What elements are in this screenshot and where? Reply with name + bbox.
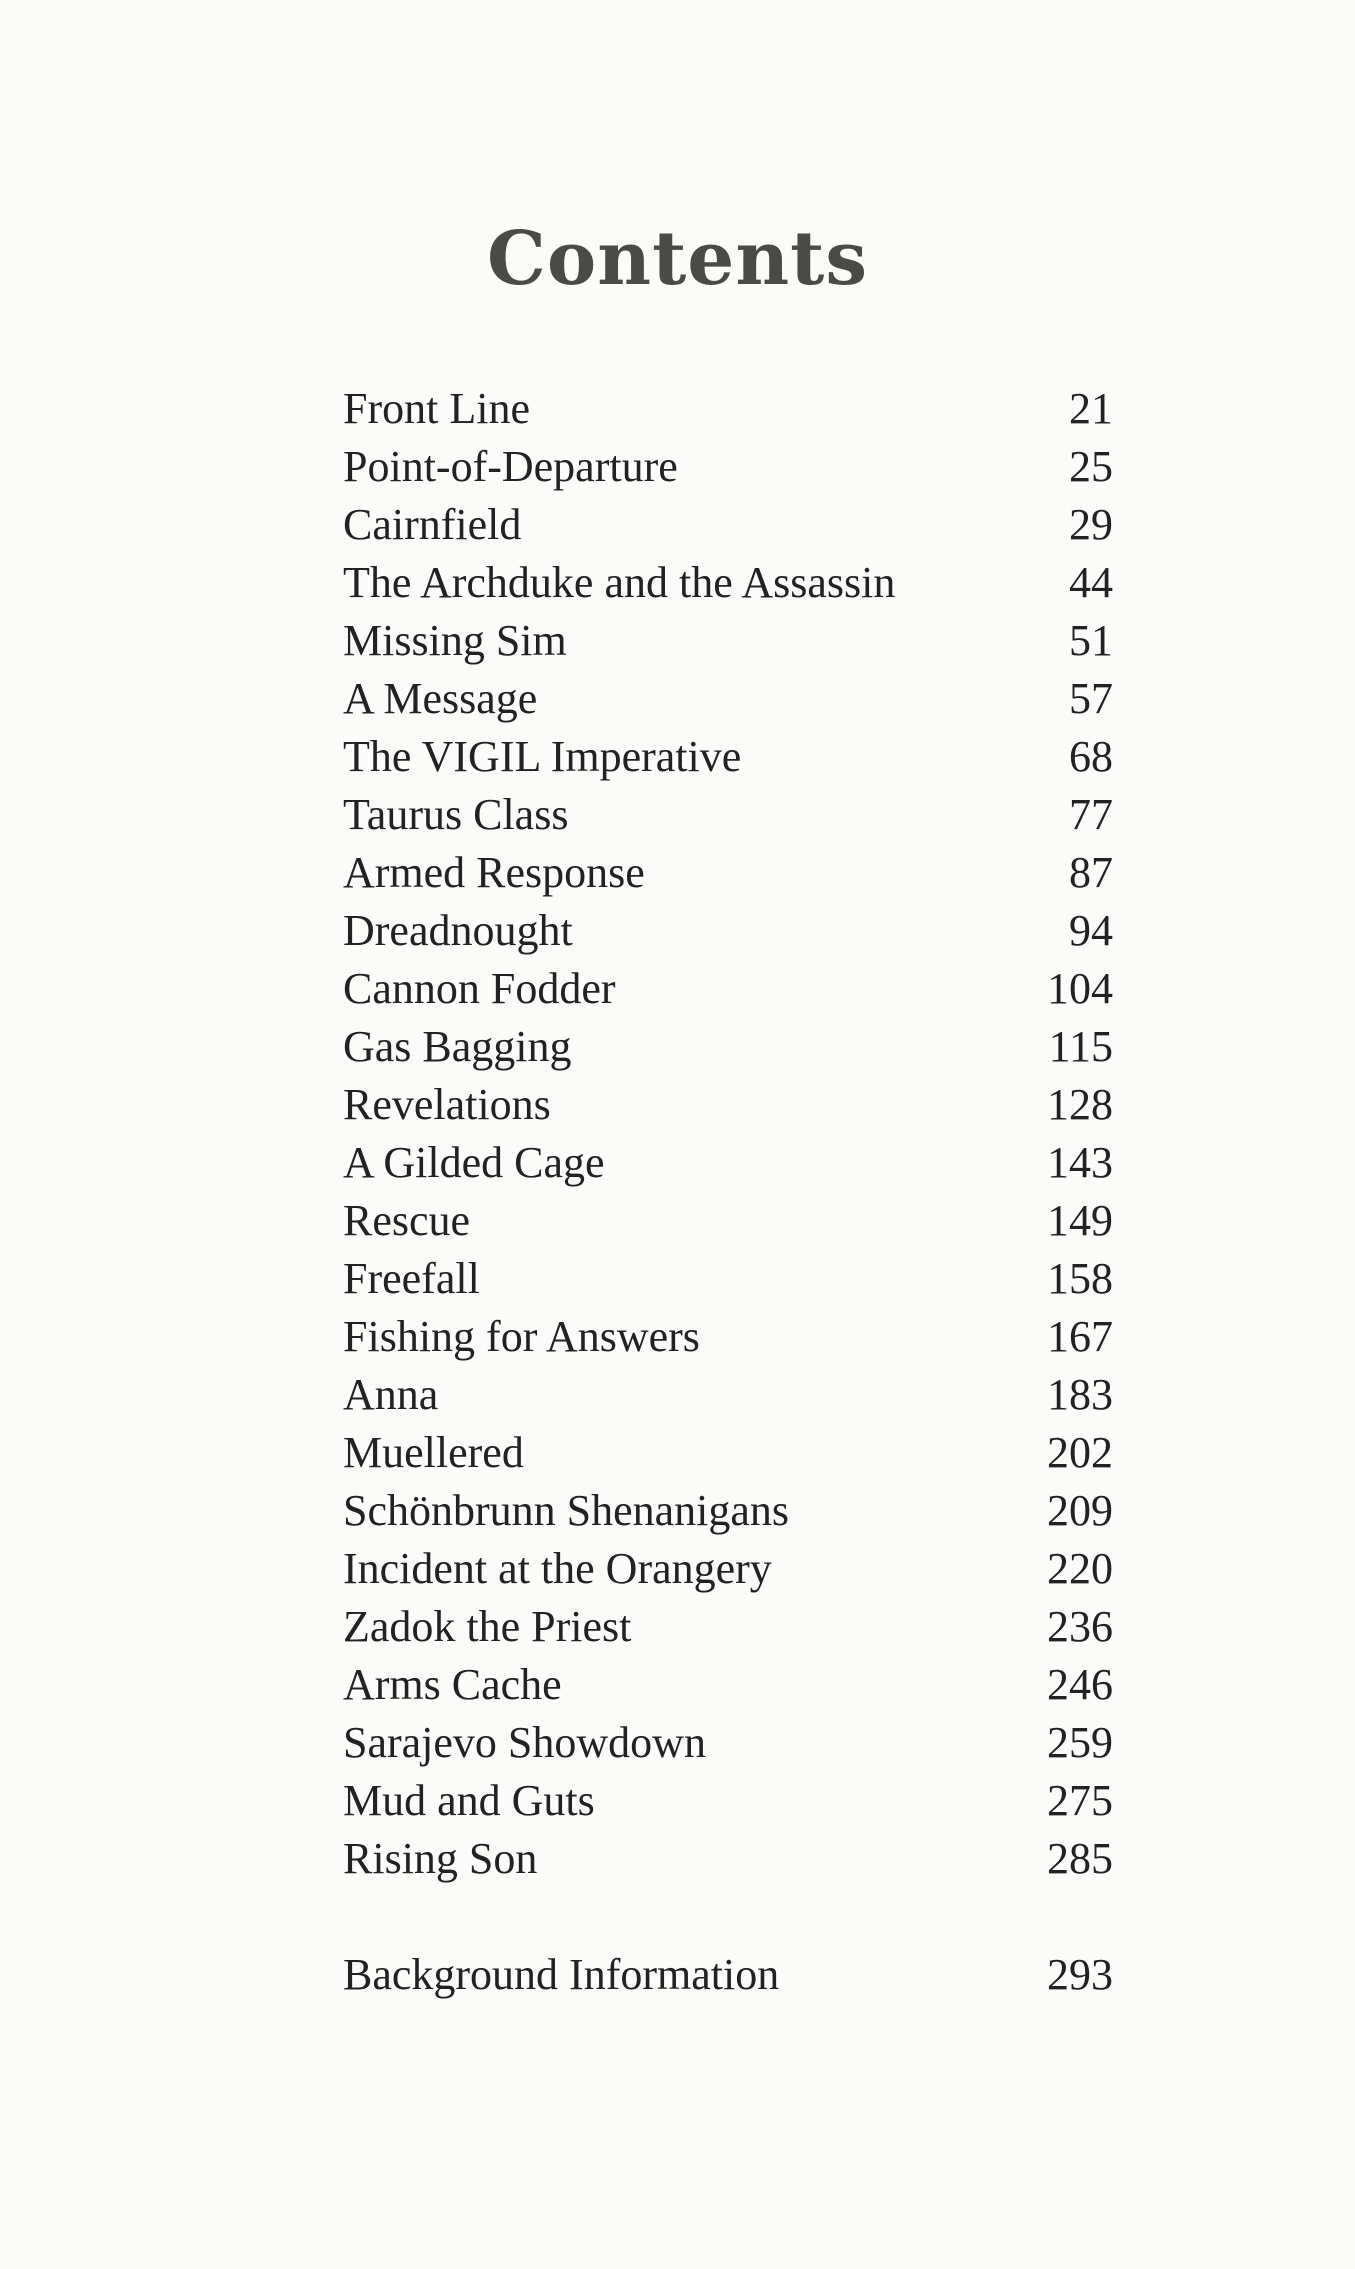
chapter-title: Cairnfield <box>343 500 522 549</box>
toc-entry <box>343 1830 1113 1888</box>
page-number: 246 <box>1047 1660 1113 1709</box>
toc-entry <box>343 438 1113 496</box>
toc-entry <box>343 960 1113 1018</box>
chapter-title: Armed Response <box>343 848 645 897</box>
chapter-title: Gas Bagging <box>343 1022 572 1071</box>
chapter-title: The VIGIL Imperative <box>343 732 742 781</box>
appendix-title: Background Information <box>343 1950 780 1999</box>
chapter-title: Mud and Guts <box>343 1776 595 1825</box>
page-number: 128 <box>1047 1080 1113 1129</box>
page-number: 44 <box>1069 558 1113 607</box>
toc-entry <box>343 380 1113 438</box>
page-number: 25 <box>1069 442 1113 491</box>
toc-entry <box>343 496 1113 554</box>
toc-entry <box>343 1772 1113 1830</box>
page-number: 275 <box>1047 1776 1113 1825</box>
chapter-title: Sarajevo Showdown <box>343 1718 706 1767</box>
page-number: 143 <box>1047 1138 1113 1187</box>
page-number: 94 <box>1069 906 1113 955</box>
chapter-title: Dreadnought <box>343 906 573 955</box>
page-title: Contents <box>487 216 868 302</box>
chapter-title: A Message <box>343 674 538 723</box>
chapter-title: Revelations <box>343 1080 551 1129</box>
toc-entry <box>343 1482 1113 1540</box>
page-number: 293 <box>1047 1950 1113 1999</box>
page-number: 51 <box>1069 616 1113 665</box>
page-number: 202 <box>1047 1428 1113 1477</box>
chapter-title: Muellered <box>343 1428 524 1477</box>
toc-entry <box>343 1366 1113 1424</box>
toc-entry <box>343 1018 1113 1076</box>
toc-entry <box>343 1134 1113 1192</box>
chapter-title: Schönbrunn Shenanigans <box>343 1486 790 1535</box>
chapter-title: Zadok the Priest <box>343 1602 632 1651</box>
chapter-title: Front Line <box>343 384 530 433</box>
chapter-title: Missing Sim <box>343 616 567 665</box>
chapter-title: A Gilded Cage <box>343 1138 605 1187</box>
page-number: 104 <box>1047 964 1113 1013</box>
page-number: 149 <box>1047 1196 1113 1245</box>
page-number: 220 <box>1047 1544 1113 1593</box>
toc-entry <box>343 670 1113 728</box>
toc-entry-appendix <box>343 1946 1113 2004</box>
toc-entry <box>343 844 1113 902</box>
chapter-title: Cannon Fodder <box>343 964 616 1013</box>
page-number: 167 <box>1047 1312 1113 1361</box>
page-number: 115 <box>1048 1022 1113 1071</box>
table-of-contents <box>343 380 1113 2004</box>
chapter-title: The Archduke and the Assassin <box>343 558 896 607</box>
page-number: 21 <box>1069 384 1113 433</box>
page-number: 68 <box>1069 732 1113 781</box>
page-number: 236 <box>1047 1602 1113 1651</box>
toc-entry <box>343 1598 1113 1656</box>
toc-entry <box>343 1656 1113 1714</box>
chapter-title: Arms Cache <box>343 1660 562 1709</box>
toc-entry <box>343 612 1113 670</box>
page-number: 183 <box>1047 1370 1113 1419</box>
chapter-title: Freefall <box>343 1254 480 1303</box>
page-number: 259 <box>1047 1718 1113 1767</box>
chapter-title: Incident at the Orangery <box>343 1544 772 1593</box>
toc-entry <box>343 728 1113 786</box>
page-number: 285 <box>1047 1834 1113 1883</box>
chapter-title: Fishing for Answers <box>343 1312 700 1361</box>
page-number: 29 <box>1069 500 1113 549</box>
chapter-title: Taurus Class <box>343 790 569 839</box>
toc-entry <box>343 1250 1113 1308</box>
toc-entry <box>343 1714 1113 1772</box>
page-number: 209 <box>1047 1486 1113 1535</box>
toc-entry <box>343 1076 1113 1134</box>
toc-entry <box>343 554 1113 612</box>
toc-entry <box>343 902 1113 960</box>
toc-entry <box>343 1540 1113 1598</box>
chapter-title: Point-of-Departure <box>343 442 678 491</box>
page-number: 57 <box>1069 674 1113 723</box>
toc-entry <box>343 1308 1113 1366</box>
toc-entry <box>343 1192 1113 1250</box>
toc-entry <box>343 786 1113 844</box>
page-number: 77 <box>1069 790 1113 839</box>
chapter-title: Rising Son <box>343 1834 538 1883</box>
page-number: 158 <box>1047 1254 1113 1303</box>
chapter-title: Rescue <box>343 1196 471 1245</box>
page-number: 87 <box>1069 848 1113 897</box>
toc-entry <box>343 1424 1113 1482</box>
chapter-title: Anna <box>343 1370 439 1419</box>
